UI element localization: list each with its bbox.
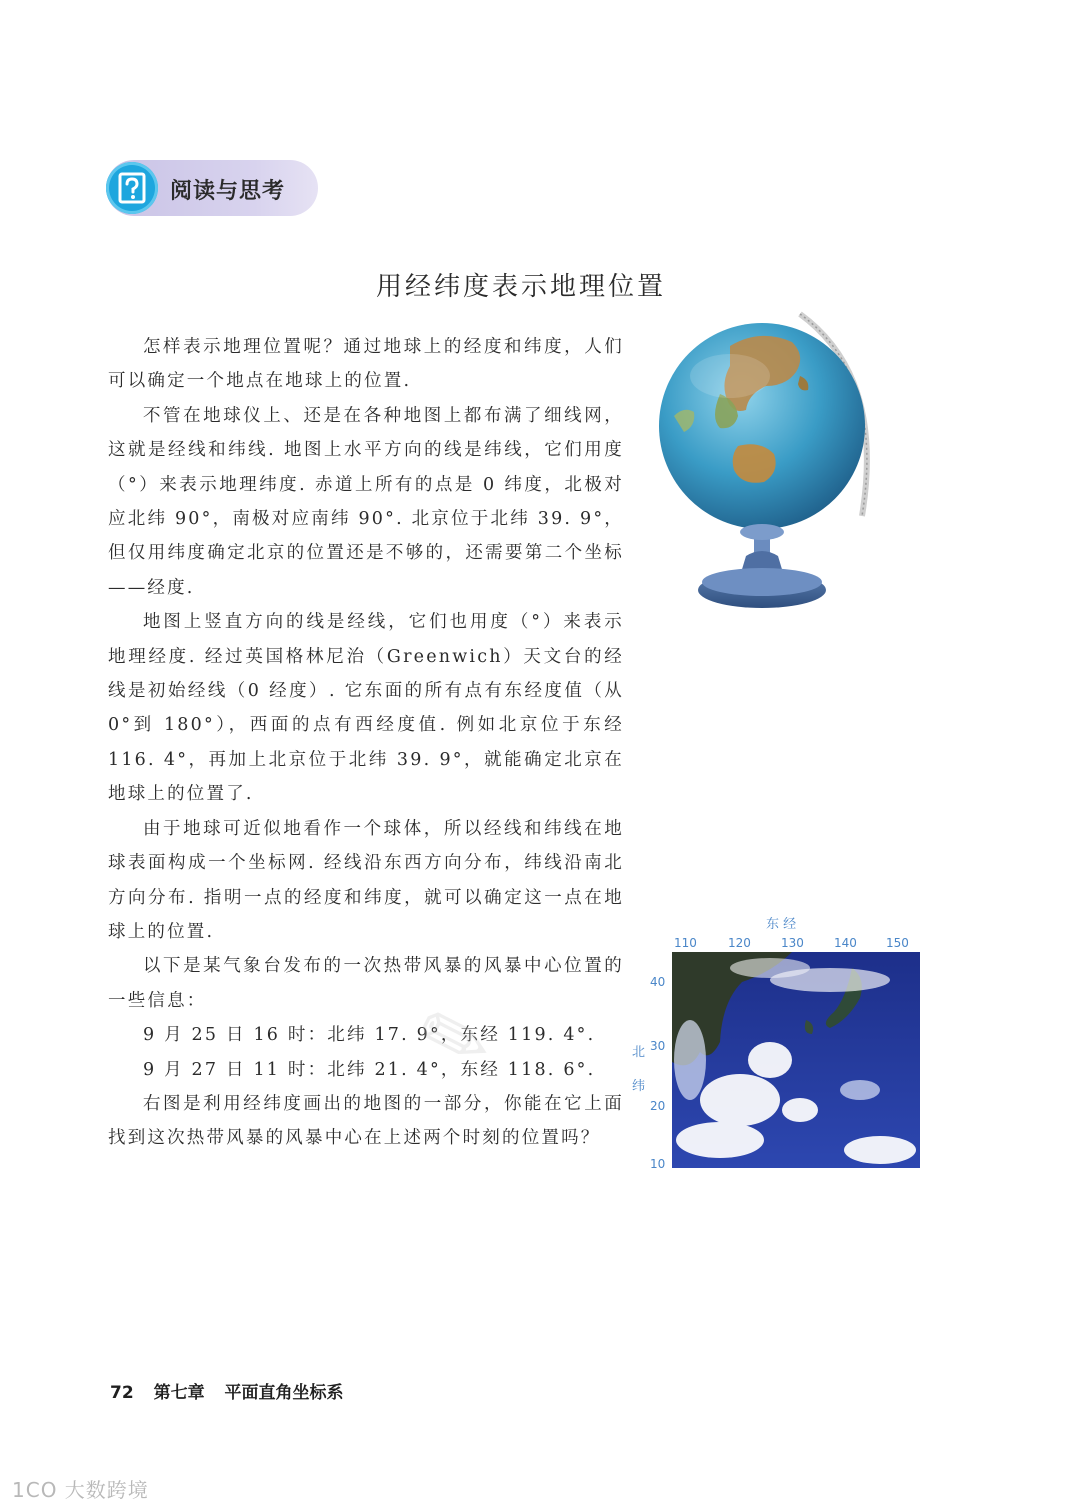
lon-tick: 120 (728, 936, 751, 950)
lat-tick: 30 (650, 1039, 666, 1053)
paragraph: 怎样表示地理位置呢？通过地球上的经度和纬度，人们可以确定一个地点在地球上的位置. (108, 337, 624, 392)
article-title: 用经纬度表示地理位置 (376, 272, 667, 302)
lon-tick: 130 (781, 936, 804, 950)
paragraph: 以下是某气象台发布的一次热带风暴的风暴中心位置的一些信息： (108, 956, 624, 1011)
page-footer (110, 1378, 358, 1403)
watermark-logo: 1CO (12, 1478, 58, 1502)
section-label: 阅读与思考 (170, 179, 286, 204)
background-watermark: ✎ (406, 981, 504, 1097)
map-lat-label-1: 北 (632, 1045, 646, 1060)
paragraph: 由于地球可近似地看作一个球体，所以经线和纬线在地球表面构成一个坐标网. 经线沿东西方向分布，纬线沿南北方向分布. 指明一点的经度和纬度，就可以确定这一点在地球上的位置. (108, 818, 624, 942)
weather-map (630, 910, 930, 1180)
article-body (108, 330, 624, 1156)
chapter-number: 第七章 (153, 1383, 205, 1403)
paragraph: 右图是利用经纬度画出的地图的一部分，你能在它上面找到这次热带风暴的风暴中心在上述两个时刻的位置吗？ (108, 1093, 624, 1149)
paragraph: 地图上竖直方向的线是经线，它们也用度（°）来表示地理经度. 经过英国格林尼治（Greenwich）天文台的经线是初始经线（0 经度）. 它东面的所有点有东经度值（从 0°到 180°），西面的点有西经度值. 例如北京位于东经 116. 4°，再加上北京位于北纬 39. 9°，就能确定北京在地球上的位置了. (108, 612, 624, 805)
lon-tick: 140 (834, 936, 857, 950)
lat-tick: 10 (650, 1157, 666, 1171)
storm-record: 9 月 25 日 16 时：北纬 17. 9°，东经 119. 4°. (143, 1025, 596, 1046)
lat-tick: 40 (650, 975, 666, 989)
page-number: 72 (110, 1383, 134, 1403)
storm-record: 9 月 27 日 11 时：北纬 21. 4°，东经 118. 6°. (143, 1059, 596, 1080)
map-lat-label-2: 纬 (632, 1079, 646, 1094)
chapter-title: 平面直角坐标系 (224, 1383, 344, 1403)
lon-tick: 110 (674, 936, 697, 950)
watermark-text: 大数跨境 (64, 1478, 149, 1502)
globe-image (650, 306, 900, 626)
map-lon-label: 东 经 (766, 917, 797, 932)
watermark (12, 1474, 149, 1503)
lat-tick: 20 (650, 1099, 666, 1113)
lon-tick: 150 (886, 936, 909, 950)
question-book-icon (106, 162, 158, 214)
paragraph: 不管在地球仪上、还是在各种地图上都布满了细线网，这就是经线和纬线. 地图上水平方向的线是纬线，它们用度（°）来表示地理纬度. 赤道上所有的点是 0 纬度，北极对应北纬 90°，南极对应南纬 90°. 北京位于北纬 39. 9°，但仅用纬度确定北京的位置还是不够的，还需要第二个坐标——经度. (108, 405, 624, 598)
